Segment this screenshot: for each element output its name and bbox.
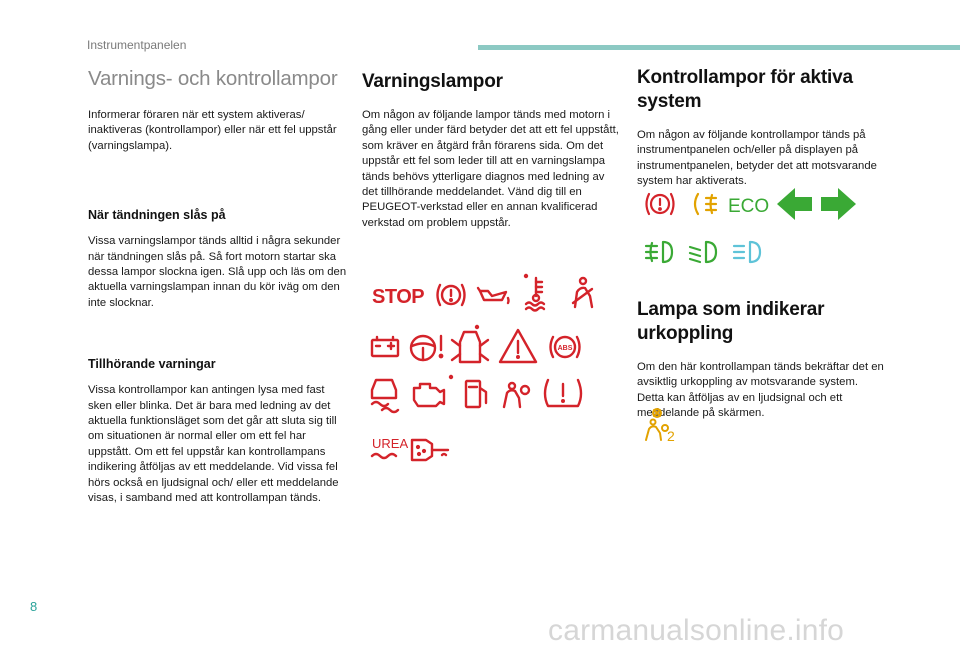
active-systems-text: Om någon av följande kontrollampor tänds på instrumentpanelen och/eller på displayen på instrumentpanelen, betyder det att motsvarande system har aktiverats. <box>637 129 877 188</box>
page-title: Varnings- och kontrollampor <box>88 67 338 90</box>
passenger-airbag-off-icon <box>646 409 675 444</box>
svg-text:ECO: ECO <box>728 196 770 217</box>
related-text: Vissa kontrollampor kan antingen lysa med fast sken eller blinka. Det är bara med ledning av det aktuella funktionsläget som det går att sluta sig till om situationen är normal eller om ett fel har uppstått. Om ett fel uppstår kan kontrollampans indikering åtföljas av ett meddelande. Vid vissa fel hörs också en ljudsignal och/ eller ett meddelande visas, i samband med att kontrollampan tänds. <box>88 384 339 505</box>
tyre-pressure-icon <box>545 380 581 406</box>
parking-brake-icon <box>647 194 674 214</box>
fuel-icon <box>466 381 486 407</box>
battery-icon <box>372 337 398 356</box>
door-open-icon <box>452 325 488 362</box>
coupling-heading: Lampa som indikerar urkoppling <box>637 299 825 344</box>
seatbelt-icon <box>573 278 592 307</box>
warning-icons-grid <box>368 270 608 465</box>
particle-filter-icon <box>412 440 448 460</box>
intro-text: Informerar föraren när ett system aktiveras/ inaktiveras (kontrollampor) eller när ett fel uppstår (varningslampa). <box>88 109 337 152</box>
dipped-beam-icon <box>690 242 716 262</box>
engine-icon <box>414 375 453 406</box>
warning-lamps-text: Om någon av följande lampor tänds med motorn i gång eller under färd betyder det att ett fel uppstått, som kräver en åtgärd från förarens sida. Om det uppstår ett fel som leder till att en varningslampa tänds behövs ytterligare diagnos med ledning av det tillhörande meddelandet. Vänd dig till en PEUGEOT-verkstad eller en annan kvalificerad verkstad om problem uppstår. <box>362 109 619 229</box>
stability-control-icon <box>372 380 398 412</box>
active-icons-grid <box>640 184 870 274</box>
brake-icon <box>438 285 465 305</box>
airbag-icon <box>504 383 529 407</box>
abs-icon <box>551 337 580 357</box>
svg-text:ABS: ABS <box>557 345 573 352</box>
coolant-temperature-icon <box>524 274 544 311</box>
warning-lamps-heading: Varningslampor <box>362 71 503 92</box>
column-intro <box>88 66 350 507</box>
svg-text:STOP: STOP <box>372 286 425 308</box>
active-systems-heading: Kontrollampor för aktiva system <box>637 67 853 112</box>
related-heading: Tillhörande varningar <box>88 357 216 372</box>
column-warning-lamps <box>362 70 620 231</box>
svg-text:2: 2 <box>667 428 675 444</box>
urea-icon <box>372 436 408 458</box>
svg-text:UREA: UREA <box>372 436 409 451</box>
power-steering-icon <box>411 336 442 360</box>
warning-triangle-icon <box>500 330 536 362</box>
left-indicator-icon <box>777 188 812 220</box>
coupling-text: Om den här kontrollampan tänds bekräftar det en avsiktlig urkoppling av motsvarande system. Detta kan åtföljas av en ljudsignal och ett meddelande på skärmen. <box>637 361 884 420</box>
right-indicator-icon <box>821 188 856 220</box>
coupling-icon-area <box>643 406 683 446</box>
page-number: 8 <box>30 599 38 614</box>
header-bar <box>478 45 960 50</box>
watermark: carmanualsonline.info <box>548 614 845 647</box>
ignition-text: Vissa varningslampor tänds alltid i några sekunder när tändningen slås på. Så fort motorn startar ska dessa lampor slockna igen. Slå upp och läs om den aktuella varningslampan innan du kör iväg om den inte slocknar. <box>88 235 347 309</box>
rear-fog-icon <box>695 194 716 214</box>
front-fog-icon <box>646 242 672 262</box>
stop-icon <box>372 286 424 308</box>
ignition-heading: När tändningen slås på <box>88 208 226 223</box>
coupling-section <box>637 298 887 422</box>
main-beam-icon <box>734 242 760 262</box>
oil-pressure-icon <box>478 288 509 303</box>
eco-icon <box>728 196 769 217</box>
column-active-systems <box>637 66 887 190</box>
section-label: Instrumentpanelen <box>87 38 187 52</box>
